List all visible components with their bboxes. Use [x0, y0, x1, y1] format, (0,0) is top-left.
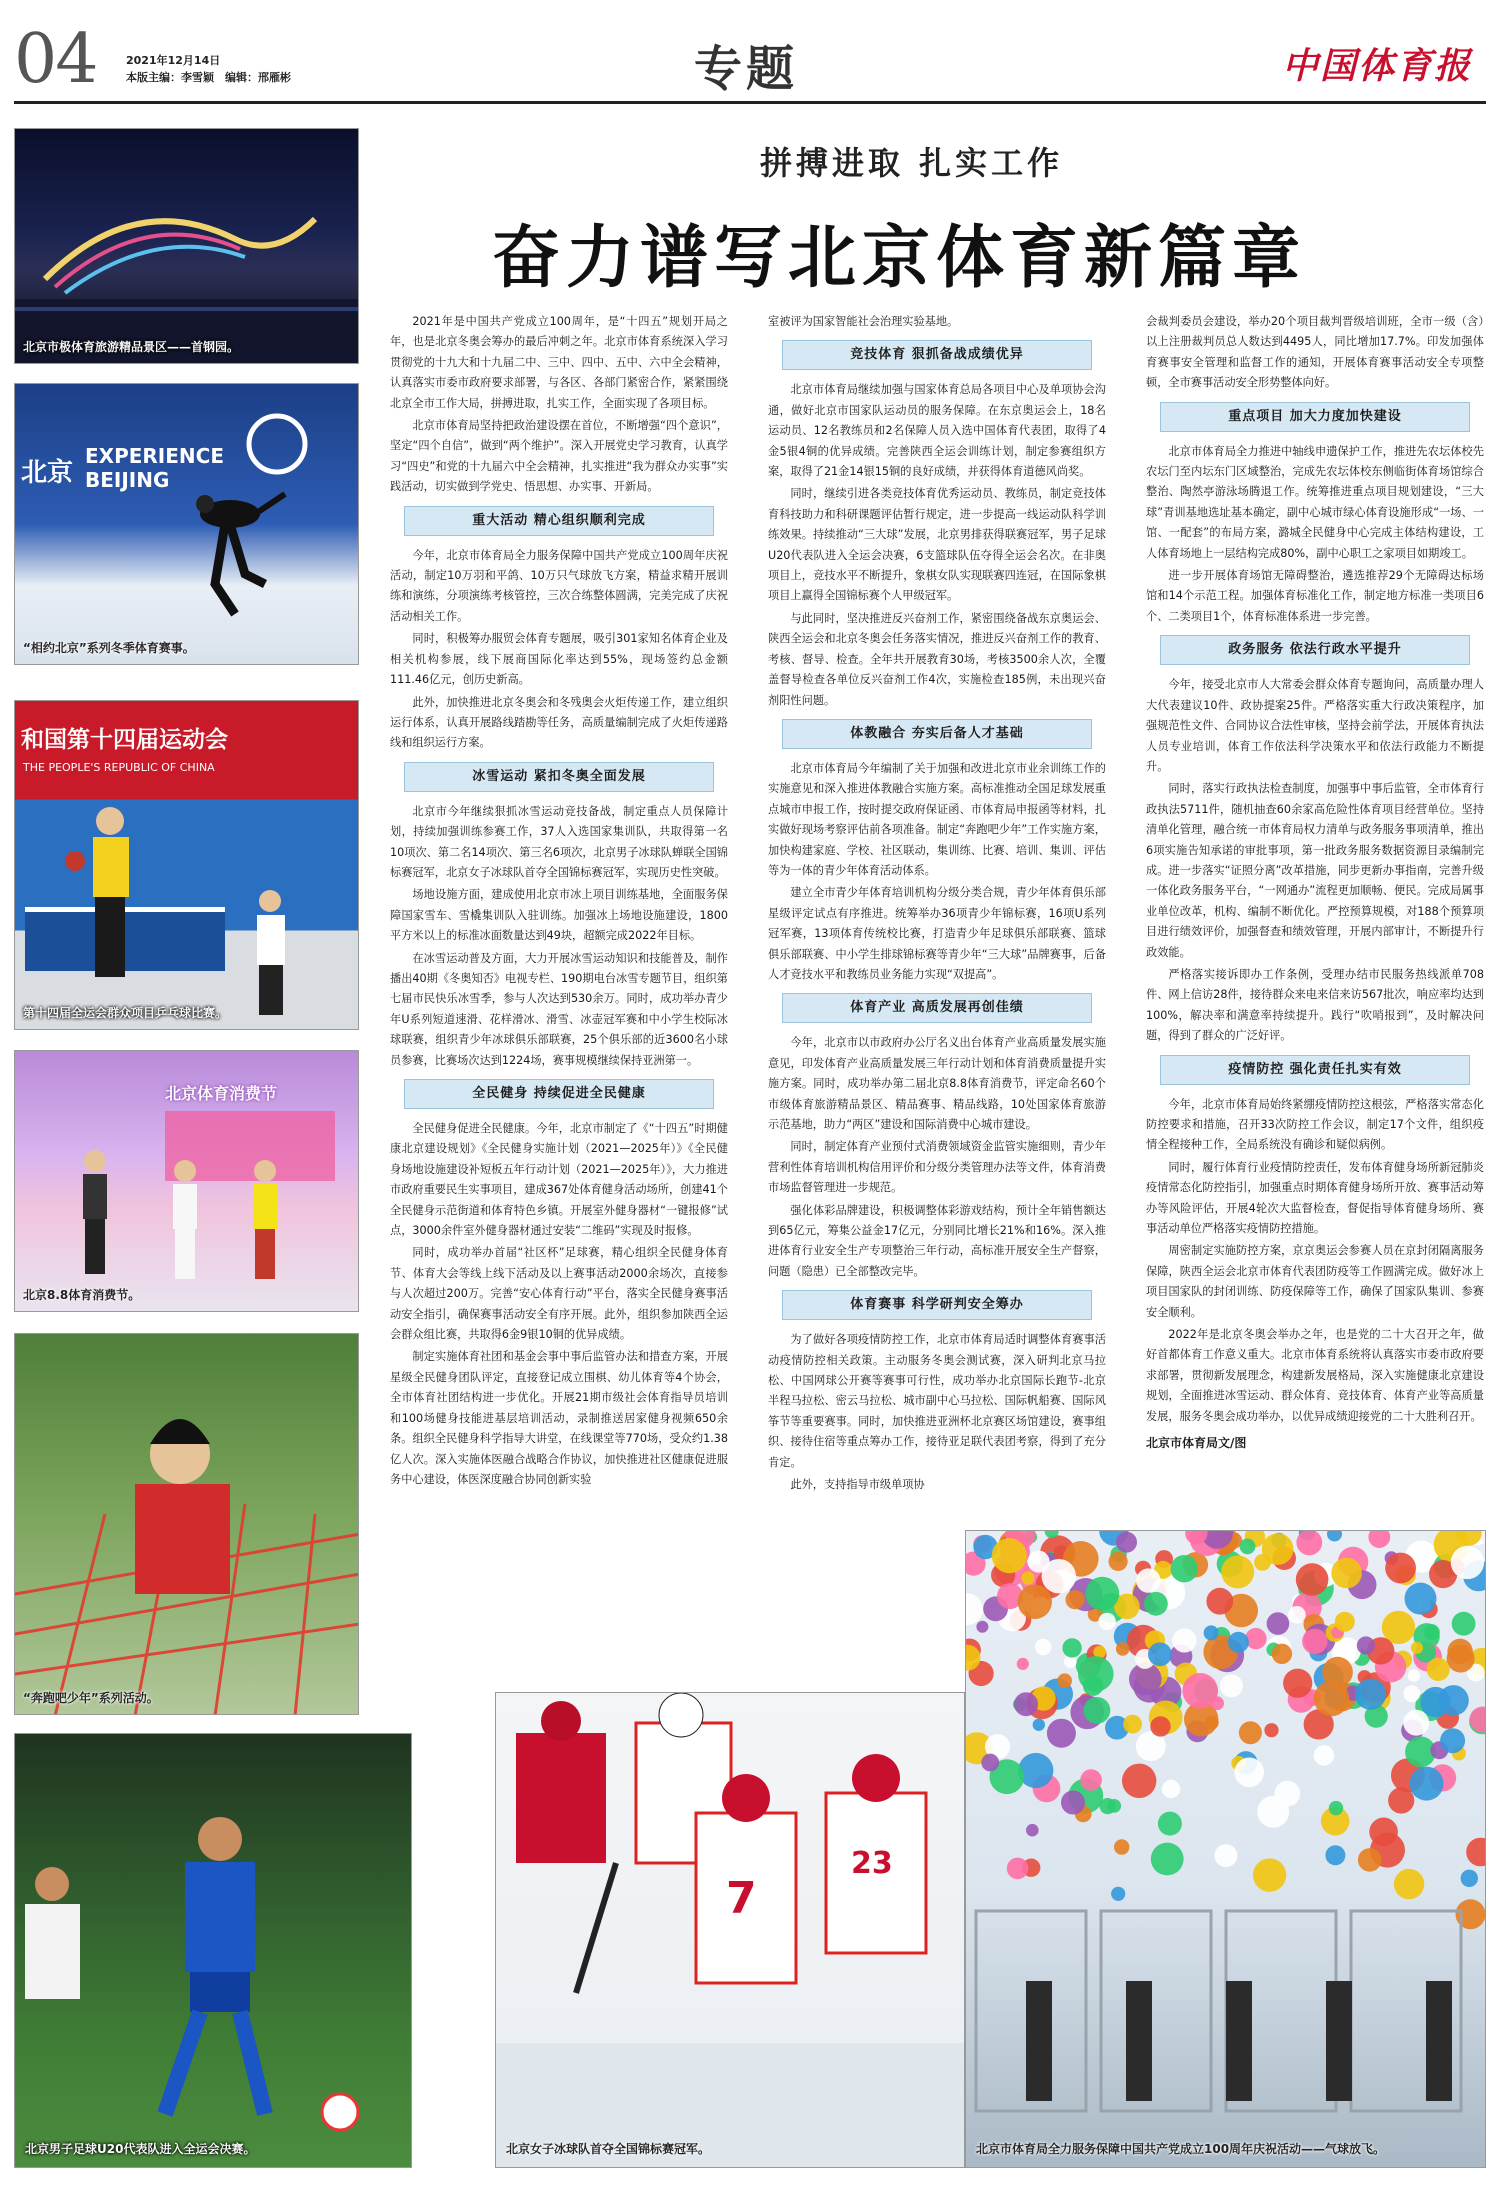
text-column-2	[768, 312, 1106, 1498]
paragraph: 场地设施方面，建成使用北京市冰上项目训练基地，全面服务保障国家雪车、雪橇集训队入驻训练。加强冰上场地设施建设，1800平方米以上的标准冰面数量达到49块，超额完成2022年目标。	[390, 888, 728, 943]
paragraph: 此外，加快推进北京冬奥会和冬残奥会火炬传递工作，建立组织运行体系，认真开展路线踏勘等任务，高质量编制完成了火炬传递路线和组织运行方案。	[390, 695, 728, 750]
balloon	[1111, 1887, 1125, 1901]
photo-football-u20	[14, 1733, 412, 2168]
balloon	[1394, 1869, 1424, 1899]
balloon	[1331, 1558, 1362, 1589]
photo-caption: “相约北京”系列冬季体育赛事。	[23, 641, 195, 655]
balloon	[1083, 1676, 1103, 1696]
staff-figure	[1026, 1981, 1052, 2101]
balloon	[1182, 1673, 1218, 1709]
balloon	[1302, 1629, 1327, 1654]
section-heading: 全民健身 持续促进全民健康	[404, 1079, 714, 1109]
paragraph: 同时，继续引进各类竞技体育优秀运动员、教练员，制定竞技体育科技助力和科研课题评估暂行规定，进一步提高一线运动队科学训练效果。持续推动“三大球”发展，北京男排获得联赛冠军，男子足球U20代表队进入全运会决赛，6支篮球队伍夺得全运会名次。在非奥项目上，竞技水平不断提升，象棋女队实现联赛四连冠，在国际象棋项目上赢得全国锦标赛个人甲级冠军。	[768, 487, 1106, 603]
staff-figure	[1426, 1981, 1452, 2101]
paragraph: 同时，成功举办首届“社区杯”足球赛，精心组织全民健身体育节、体育大会等线上线下活动及以上赛事活动2000余场次，直接参与人次超过200万。完善“安心体育行动”平台，落实全民健身赛事活动安全指引，确保赛事活动安全有序开展。此外，组织参加陕西全运会群众组比赛，共取得6金9银10铜的优异成绩。	[390, 1246, 728, 1342]
issue-date: 2021年12月14日	[126, 54, 221, 67]
players-illustration	[15, 701, 359, 1030]
balloon	[1264, 1723, 1278, 1737]
paragraph: 周密制定实施防控方案，京京奥运会参赛人员在京封闭隔离服务保障，陕西全运会北京市体育代表团防疫等工作圆满完成。做好冰上项目国家队的封闭训练、防疫保障等工作，确保了国家队集训、参赛安全顺利。	[1146, 1244, 1484, 1319]
balloon	[1296, 1563, 1329, 1596]
banner-text: 北京体育消费节	[165, 1084, 278, 1103]
rope-net-illustration	[15, 1334, 359, 1715]
balloon	[1084, 1697, 1111, 1724]
balloon	[1204, 1625, 1219, 1640]
photo-caption: 北京男子足球U20代表队进入全运会决赛。	[25, 2142, 256, 2156]
balloon	[1057, 1673, 1072, 1688]
balloon	[1150, 1716, 1170, 1736]
paragraph: 北京市今年继续狠抓冰雪运动竞技备战，制定重点人员保障计划，持续加强训练参赛工作，37人入选国家集训队，共取得第一名10项次、第二名14项次、第三名6项次，北京男子冰球队蝉联全国锦标赛冠军，北京女子冰球队首夺全国锦标赛冠军，实现历史性突破。	[390, 804, 728, 879]
balloon	[992, 1538, 1027, 1573]
balloon	[1206, 1588, 1233, 1615]
balloon	[1408, 1669, 1420, 1681]
balloon	[1403, 1710, 1429, 1736]
balloon	[1116, 1532, 1137, 1553]
balloon	[1253, 1858, 1286, 1891]
section-heading: 疫情防控 强化责任扎实有效	[1160, 1055, 1470, 1085]
photo-caption: 北京女子冰球队首夺全国锦标赛冠军。	[506, 2142, 711, 2156]
balloon	[1018, 1585, 1052, 1619]
balloon	[1047, 1719, 1076, 1748]
balloon	[1062, 1638, 1081, 1657]
balloon	[1327, 1531, 1342, 1542]
balloon	[981, 1754, 999, 1772]
page-header	[14, 14, 1486, 104]
paragraph: 北京市体育局全力推进中轴线申遗保护工作，推进先农坛体校先农坛门至内坛东门区域整治，完成先农坛体校东侧临街体育场馆综合整治、陶然亭游泳场腾退工作。统筹推进重点项目规划建设，“三大球”青训基地选址基本确定，副中心城市绿心体育设施形成“一场、一馆、一配套”的布局方案，潞城全民健身中心完成主体结构建设，工人体育场地上一层结构完成80%，副中心职工之家项目如期竣工。	[1146, 444, 1484, 560]
balloon	[1085, 1577, 1119, 1611]
banner-text: EXPERIENCE BEIJING	[85, 444, 224, 492]
footballers-illustration	[15, 1734, 412, 2168]
paragraph: 今年，北京市以市政府办公厅名义出台体育产业高质量发展实施意见，印发体育产业高质量发展三年行动计划和体育消费质量提升实施方案。同时，成功举办第二届北京8.8体育消费节，评定命名60个市级体育旅游精品景区、精品赛事、精品线路，10处国家体育旅游示范基地，助力“两区”建设和国际消费中心城市建设。	[768, 1036, 1106, 1131]
balloon	[1080, 1769, 1102, 1791]
balloon	[1144, 1592, 1168, 1616]
balloon	[1388, 1787, 1414, 1813]
balloon	[1357, 1636, 1375, 1654]
balloon	[1028, 1551, 1050, 1573]
paragraph: 全民健身促进全民健康。今年，北京市制定了《“十四五”时期健康北京建设规划》《全民健身实施计划（2021—2025年）》《全民健身场地设施建设补短板五年行动计划（2021—2025年）》，大力推进市政府重要民生实事项目，建成367处体育健身活动场所，创建41个全民健身示范街道和体育特色乡镇。开展室外健身器材“一键报修”试点，3000余件室外健身器材通过安装“二维码”实现及时报修。	[390, 1122, 728, 1238]
balloon	[1314, 1681, 1349, 1716]
svg-text:23: 23	[851, 1846, 893, 1881]
section-heading: 重点项目 加大力度加快建设	[1160, 402, 1470, 432]
paragraph: 同时，制定体育产业预付式消费领域资金监管实施细则，青少年营利性体育培训机构信用评价和分级分类管理办法等文件，体育消费市场监督管理进一步规范。	[768, 1140, 1106, 1195]
balloon	[1329, 1801, 1343, 1815]
balloon	[1288, 1606, 1306, 1624]
night-bridge-illustration	[15, 129, 359, 364]
photo-balloon-release	[965, 1530, 1486, 2168]
photo-caption: 北京8.8体育消费节。	[23, 1288, 141, 1302]
balloon	[1136, 1568, 1160, 1592]
balloon	[1205, 1716, 1219, 1730]
section-heading: 竞技体育 狠抓备战成绩优异	[782, 340, 1092, 370]
balloon	[1214, 1844, 1237, 1867]
photo-caption: 北京市体育局全力服务保障中国共产党成立100周年庆祝活动——气球放飞。	[976, 2142, 1386, 2156]
section-heading: 体育赛事 科学研判安全筹办	[782, 1290, 1092, 1320]
paragraph: 与此同时，坚决推进反兴奋剂工作，紧密围绕备战东京奥运会、陕西全运会和北京冬奥会任务落实情况，推进反兴奋剂工作的教育、考核、督导、检查。全年共开展教育30场，考核3500余人次，全覆盖督导检查各单位反兴奋剂工作4次，实施检查185例，未出现兴奋剂阳性问题。	[768, 611, 1106, 707]
paragraph: 北京市体育局今年编制了关于加强和改进北京市业余训练工作的实施意见和深入推进体教融合实施方案。高标准推动全国足球发展重点城市申报工作，按时提交政府保证函、市体育局申报函等材料，扎实做好现场考察评估前各项准备。制定“奔跑吧少年”工作实施方案，加快构建家庭、学校、社区联动，集训练、比赛、培训、集训、评估等为一体的青少年体育活动体系。	[768, 761, 1106, 877]
balloon	[1451, 1546, 1484, 1579]
paragraph: 建立全市青少年体育培训机构分级分类合规，青少年体育俱乐部星级评定试点有序推进。统筹举办36项青少年锦标赛，16项U系列冠军赛，13项体育传统校比赛，打造青少年足球俱乐部联赛、篮球俱乐部联赛、中小学生排球锦标赛等青少年“三大球”品牌赛事，后备人才竞技水平和教练员业务能力实现“双提高”。	[768, 886, 1106, 981]
balloon	[1123, 1715, 1142, 1734]
balloon	[966, 1593, 983, 1625]
balloon	[1403, 1685, 1420, 1702]
page-number: 04	[14, 20, 97, 99]
balloon	[1014, 1692, 1038, 1716]
balloon	[1368, 1531, 1390, 1548]
balloon	[1240, 1539, 1256, 1555]
paragraph: 今年，接受北京市人大常委会群众体育专题询问，高质量办理人大代表建议10件、政协提案25件。严格落实重大行政决策程序，加强规范性文件、合同协议合法性审核，坚持会前学法，开展体育执法人员专业培训，体育工作依法科学决策水平和依法行政能力不断提升。	[1146, 678, 1484, 773]
balloon	[1411, 1642, 1423, 1654]
paragraph: 强化体彩品牌建设，积极调整体彩游戏结构，预计全年销售额达到65亿元，筹集公益金17亿元，分别同比增长21%和16%。深入推进体育行业安全生产专项整治三年行动，高标准开展安全生产督察，问题（隐患）已全部整改完毕。	[768, 1203, 1106, 1278]
stage-illustration	[15, 1051, 359, 1312]
photo-caption: 第十四届全运会群众项目乒乓球比赛。	[23, 1006, 228, 1020]
paragraph: 北京市体育局坚持把政治建设摆在首位，不断增强“四个意识”，坚定“四个自信”，做到“两个维护”。深入开展党史学习教育，认真学习“四史”和党的十九届六中全会精神，扎实推进“我为群众办实事”实践活动，切实做到学党史、悟思想、办实事、开新局。	[390, 419, 728, 494]
balloon	[1061, 1791, 1085, 1815]
paragraph: 在冰雪运动普及方面，大力开展冰雪运动知识和技能普及，制作播出40期《冬奥知否》电视专栏、190期电台冰雪专题节目，组织第七届市民快乐冰雪季，参与人次达到530余万。同时，成功举办青少年U系列短道速滑、花样滑冰、滑雪、冰壶冠军赛和中小学生校际冰球联赛，组织青少年冰球俱乐部联赛，25个俱乐部的近3600名小球员参赛，比赛场次达到1224场，赛事规模继续保持亚洲第一。	[390, 951, 728, 1067]
staff-figure	[1326, 1981, 1352, 2101]
banner-text-en: THE PEOPLE'S REPUBLIC OF CHINA	[23, 761, 215, 774]
balloon	[1018, 1753, 1053, 1788]
section-title: 专题	[694, 41, 799, 97]
section-heading: 重大活动 精心组织顺利完成	[404, 506, 714, 536]
balloon	[1066, 1590, 1085, 1609]
skater-illustration	[15, 384, 359, 665]
paragraph: 此外，支持指导市级单项协	[790, 1478, 925, 1492]
balloon	[1228, 1632, 1249, 1653]
paragraph: 今年，北京市体育局始终紧绷疫情防控这根弦，严格落实常态化防控要求和措施，召开33次防控工作会议，制定17个文件，组织疫情全程接种工作，全局系统没有确诊和疑似病例。	[1146, 1097, 1484, 1152]
paragraph: 同时，落实行政执法检查制度，加强事中事后监管，全市体育行政执法5711件，随机抽查60余家高危险性体育项目经营单位。坚持清单化管理，融合统一市体育局权力清单与政务服务事项清单，推出6项实施告知承诺的审批事项，第一批政务服务数据资源目录编制完成。进一步落实“证照分离”改革措施，同步更新办事指南，完善升级一体化政务服务平台，“一网通办”流程更加顺畅、便民。完成局属事业单位改革，机构、编制不断优化。严控预算规模，对188个预算项目进行绩效评价，加强督查和绩效管理，开展内部审计，不断提升行政效能。	[1146, 782, 1484, 959]
balloon	[1427, 1658, 1450, 1681]
balloon	[1122, 1764, 1156, 1798]
banner-logo: 北京	[21, 458, 74, 488]
balloon	[1171, 1555, 1198, 1582]
balloon	[1314, 1745, 1335, 1766]
balloon	[1007, 1858, 1029, 1880]
section-heading: 体育产业 高质发展再创佳绩	[782, 993, 1092, 1023]
paragraph: 2021年是中国共产党成立100周年，是“十四五”规划开局之年，也是北京冬奥会筹办的最后冲刺之年。北京市体育系统深入学习贯彻党的十九大和十九届二中、三中、四中、五中、六中全会精神，认真落实市委市政府要求部署，与各区、各部门紧密合作，紧紧围绕北京全市工作大局，拼搏进取，扎实工作，全面实现了各项目标。	[390, 315, 728, 410]
photo-winter-events	[14, 383, 359, 665]
balloon	[1098, 1613, 1115, 1630]
balloon	[1274, 1781, 1300, 1807]
editor-line: 本版主编：李雪颖 编辑：邢雁彬	[126, 71, 291, 84]
balloon	[1466, 1838, 1486, 1867]
balloon	[1452, 1612, 1476, 1636]
balloon	[1254, 1554, 1271, 1571]
balloon	[1239, 1721, 1262, 1744]
balloon	[1100, 1798, 1116, 1814]
balloon	[1272, 1644, 1292, 1664]
balloon	[1114, 1839, 1129, 1854]
paragraph: 室被评为国家智能社会治理实验基地。	[768, 315, 959, 328]
text-column-3	[1146, 312, 1484, 1456]
paragraph: 进一步开展体育场馆无障碍整治，遴选推荐29个无障碍达标场馆和14个示范工程。加强体育标准化工作，制定地方标准一类项目6个、二类项目1个，体育标准体系进一步完善。	[1146, 569, 1484, 623]
balloon	[1267, 1612, 1290, 1635]
staff-figure	[1126, 1981, 1152, 2101]
balloon	[1447, 1639, 1472, 1664]
photo-women-ice-hockey	[495, 1692, 965, 2168]
balloon-cage	[1101, 1911, 1211, 2111]
balloon	[1158, 1812, 1182, 1836]
photo-caption: 北京市极体育旅游精品景区——首钢园。	[23, 340, 240, 354]
section-heading: 政务服务 依法行政水平提升	[1160, 635, 1470, 665]
balloon	[1026, 1824, 1039, 1837]
balloon	[1296, 1531, 1322, 1555]
balloon	[976, 1621, 988, 1633]
hockey-players-illustration	[496, 1693, 965, 2168]
balloon	[1325, 1845, 1345, 1865]
photo-consumption-festival	[14, 1050, 359, 1312]
text-column-1	[390, 312, 728, 1492]
paragraph: 北京市体育局继续加强与国家体育总局各项目中心及单项协会沟通，做好北京市国家队运动员的服务保障。在东京奥运会上，18名运动员、12名教练员和2名保障人员入选中国体育代表团，取得了4金5银4铜的优异成绩。完善陕西全运会训练计划，制定参赛组织方案，取得了21金14银15铜的良好成绩，并获得体育道德风尚奖。	[768, 383, 1106, 479]
balloon	[1385, 1553, 1416, 1584]
photo-shougang-park	[14, 128, 359, 364]
section-heading: 冰雪运动 紧扣冬奥全面发展	[404, 762, 714, 792]
article-title: 奋力谱写北京体育新篇章	[492, 219, 1307, 298]
newspaper-logo: 中国体育报	[1281, 45, 1472, 87]
balloon	[1461, 1870, 1478, 1887]
balloon	[1355, 1679, 1386, 1710]
balloon	[1245, 1628, 1266, 1649]
balloon	[1148, 1642, 1172, 1666]
balloon	[1438, 1685, 1469, 1716]
article-subtitle: 拼搏进取 扎实工作	[760, 144, 1064, 182]
balloon	[1172, 1628, 1196, 1652]
photo-caption: “奔跑吧少年”系列活动。	[23, 1691, 159, 1705]
balloon	[1035, 1639, 1052, 1656]
author-credit: 北京市体育局文/图	[1146, 1436, 1247, 1451]
paragraph: 同时，履行体育行业疫情防控责任，发布体育健身场所新冠肺炎疫情常态化防控指引，加强重点时期体育健身场所开放、赛事活动筹办等风险评估，开展4轮次大监督检查，督促指导体育健身场所、赛事活动单位严格落实疫情防控措施。	[1146, 1160, 1484, 1236]
photo-table-tennis	[14, 700, 359, 1030]
balloon	[1109, 1552, 1128, 1571]
balloon	[1021, 1571, 1034, 1584]
balloon	[1358, 1848, 1382, 1872]
balloon	[1033, 1719, 1045, 1731]
balloon	[1234, 1758, 1264, 1788]
balloon	[1151, 1843, 1184, 1876]
balloon	[1335, 1612, 1355, 1632]
section-heading: 体教融合 夯实后备人才基础	[782, 719, 1092, 749]
balloon	[1283, 1669, 1312, 1698]
balloon	[1221, 1555, 1254, 1588]
paragraph: 制定实施体育社团和基金会事中事后监管办法和措查方案，开展星级全民健身团队评定，直接登记成立围棋、幼儿体育等4个协会，全市体育社团结构进一步优化。开展21期市级社会体育指导员培训和100场健身技能进基层培训活动，录制推送居家健身视频650余条。组织全民健身科学指导大讲堂，在线课堂等770场，受众约1.38亿人次。深入实施体医融合战略合作协议，加快推进社区健康促进服务中心建设，体医深度融合协同创新实验	[390, 1350, 728, 1486]
paragraph: 会裁判委员会建设，举办20个项目裁判晋级培训班，全市一级（含）以上注册裁判员总人数达到4495人，同比增加17.7%。印发加强体育赛事安全管理和监督工作的通知，开展体育赛事活动安全专项整顿，全市赛事活动安全形势整体向好。	[1146, 315, 1484, 390]
paragraph: 2022年是北京冬奥会举办之年，也是党的二十大召开之年，做好首都体育工作意义重大。北京市体育系统将认真落实市委市政府要求部署，贯彻新发展理念，构建新发展格局，深入实施健康北京建设规划，全面推进冰雪运动、群众体育、竞技体育、体育产业等高质量发展，服务冬奥会成功举办，以优异成绩迎接党的二十大胜利召开。	[1146, 1328, 1484, 1423]
balloon	[1162, 1780, 1180, 1798]
balloon	[1220, 1674, 1243, 1697]
balloon	[1116, 1642, 1130, 1656]
balloon	[1405, 1583, 1437, 1615]
photo-running-youth	[14, 1333, 359, 1715]
balloon	[1410, 1767, 1444, 1801]
banner-text: 和国第十四届运动会	[21, 727, 228, 753]
svg-text:7: 7	[726, 1873, 757, 1924]
paragraph: 今年，北京市体育局全力服务保障中国共产党成立100周年庆祝活动，制定10万羽和平鸽、10万只气球放飞方案，精益求精开展训练和演练，分项演练考核管控，三次合练整体圆满，完美完成了庆祝活动相关工作。	[390, 548, 728, 623]
balloon	[1424, 1624, 1440, 1640]
balloon	[1440, 1728, 1465, 1753]
issue-meta	[126, 52, 291, 86]
paragraph: 同时，积极筹办服贸会体育专题展，吸引301家知名体育企业及相关机构参展，线下展商国际化率达到55%，现场签约总金额111.46亿元，创历史新高。	[390, 632, 728, 687]
paragraph: 为了做好各项疫情防控工作，北京市体育局适时调整体育赛事活动疫情防控相关政策。主动服务冬奥会测试赛，深入研判北京马拉松、中国网球公开赛等赛事可行性，成功举办北京国际长跑节-北京半程马拉松、密云马拉松、城市副中心马拉松、国际帆船赛、国际风筝节等重要赛事。同时，加快推进亚洲杯北京赛区场馆建设，赛事组织、接待住宿等重点筹办工作，接待亚足联代表团考察，得到了充分肯定。	[768, 1333, 1106, 1469]
balloons-illustration	[966, 1531, 1486, 2168]
staff-figure	[1226, 1981, 1252, 2101]
balloon	[1017, 1658, 1029, 1670]
paragraph: 严格落实接诉即办工作条例，受理办结市民服务热线派单708件、网上信访28件，接待群众来电来信来访567批次，响应率均达到100%，解决率和满意率持续提升。践行“吹哨报到”，及时解决问题，得到了群众的广泛好评。	[1146, 967, 1484, 1043]
